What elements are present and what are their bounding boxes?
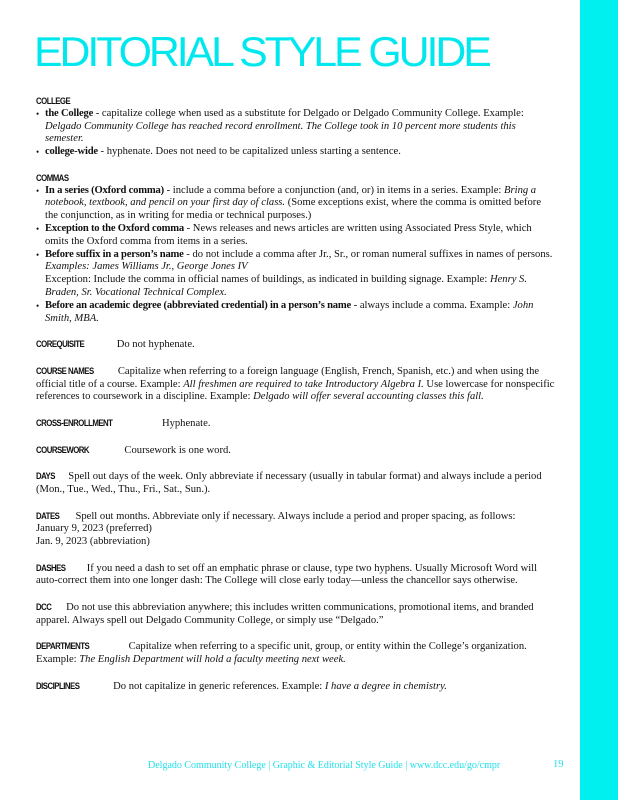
- body-text: (Some exceptions exist, where the comma is omitted before the conjunction, as in writing for media or technical purposes.): [45, 197, 542, 222]
- item-paragraph: [45, 185, 556, 223]
- example-text: Delgado Community College has reached record enrollment. The College took in 10 percent more students this semester.: [45, 120, 516, 145]
- body-text: Capitalize when referring to a specific unit, group, or entity within the College’s organization. Example:: [36, 641, 527, 666]
- example-text: Bring a notebook, textbook, and pencil on your first day of class.: [45, 184, 537, 209]
- section-disciplines: [36, 680, 556, 694]
- section-coursework: [36, 444, 556, 458]
- section-heading: COREQUISITE: [36, 339, 85, 350]
- entry-keyword: college-wide: [45, 146, 98, 158]
- section-days: [36, 470, 556, 497]
- section-heading: COMMAS: [36, 172, 69, 183]
- section-heading: DEPARTMENTS: [36, 641, 90, 652]
- entry-keyword: Exception to the Oxford comma: [45, 222, 184, 234]
- section-heading: DCC: [36, 602, 52, 613]
- body-text: - capitalize college when used as a substitute for Delgado or Delgado Community College. Example:: [93, 107, 524, 119]
- section-heading: DATES: [36, 510, 60, 521]
- body-text: Use lowercase for nonspecific references to coursework in a discipline. Example:: [36, 378, 555, 403]
- section-corequisite: [36, 338, 556, 352]
- body-text: January 9, 2023 (preferred): [36, 523, 152, 535]
- example-text: Examples: James Williams Jr., George Jones IV: [45, 261, 248, 273]
- section-paragraph: [36, 365, 556, 404]
- section-heading: CROSS-ENROLLMENT: [36, 417, 113, 428]
- list-item: [36, 185, 556, 223]
- body-text: If you need a dash to set off an emphatic phrase or clause, type two hyphens. Usually Microsoft Word will auto-correct them into one longer dash: The College will close early today—unless the chancellor says otherwise.: [36, 562, 538, 587]
- page-number: 19: [553, 759, 564, 770]
- section-paragraph: [36, 536, 556, 549]
- item-paragraph: [45, 300, 556, 326]
- list-item: [36, 146, 556, 159]
- body-text: Capitalize when referring to a foreign language (English, French, Spanish, etc.) and when using the official title of a course. Example:: [36, 365, 540, 390]
- section-heading: DISCIPLINES: [36, 680, 80, 691]
- entry-keyword: Before suffix in a person’s name: [45, 248, 184, 260]
- item-paragraph: [45, 146, 556, 159]
- list-item: [36, 249, 556, 300]
- section-heading: DAYS: [36, 471, 55, 482]
- body-text: Jan. 9, 2023 (abbreviation): [36, 536, 150, 548]
- body-text: Coursework is one word.: [124, 444, 231, 456]
- footer-text: Delgado Community College | Graphic & Editorial Style Guide | www.dcc.edu/go/cmpr: [148, 760, 501, 771]
- section-paragraph: [36, 601, 556, 628]
- body-text: Spell out days of the week. Only abbreviate if necessary (usually in tabular format) and always include a period (Mon., Tue., Wed., Thu., Fri., Sat., Sun.).: [36, 471, 542, 495]
- section-heading: DASHES: [36, 562, 66, 573]
- style-guide-content: [36, 95, 556, 706]
- section-commas: [36, 172, 556, 326]
- section-paragraph: [36, 510, 556, 524]
- item-paragraph: [45, 249, 556, 275]
- list-item: [36, 300, 556, 326]
- section-heading: COURSE NAMES: [36, 365, 94, 376]
- section-cross-enrollment: [36, 417, 556, 431]
- entry-keyword: the College: [45, 107, 94, 119]
- example-text: The English Department will hold a faculty meeting next week.: [79, 654, 346, 666]
- section-dates: [36, 510, 556, 549]
- section-heading: COURSEWORK: [36, 444, 90, 455]
- item-paragraph: [45, 223, 556, 249]
- list-item: [36, 223, 556, 249]
- body-text: Hyphenate.: [161, 417, 211, 429]
- body-text: Spell out months. Abbreviate only if necessary. Always include a period and proper spacing, as follows:: [75, 510, 516, 522]
- accent-sidebar: [580, 0, 618, 800]
- body-text: - hyphenate. Does not need to be capitalized unless starting a sentence.: [97, 146, 401, 158]
- section-paragraph: [36, 417, 556, 431]
- example-text: Henry S. Braden, Sr. Vocational Technical Complex.: [45, 274, 528, 298]
- section-dashes: [36, 562, 556, 589]
- entry-keyword: In a series (Oxford comma): [45, 184, 164, 196]
- entry-keyword: Before an academic degree (abbreviated credential) in a person’s name: [45, 299, 352, 311]
- example-text: John Smith, MBA.: [45, 299, 534, 324]
- body-text: Exception: Include the comma in official names of buildings, as indicated in building signage. Example:: [45, 274, 490, 286]
- section-dcc: [36, 601, 556, 628]
- body-text: Do not hyphenate.: [116, 339, 195, 351]
- section-paragraph: [36, 640, 556, 667]
- body-text: - do not include a comma after Jr., Sr., or roman numeral suffixes in names of persons.: [183, 248, 553, 260]
- entry-list: [36, 108, 556, 159]
- body-text: Do not capitalize in generic references. Example:: [113, 680, 325, 692]
- section-departments: [36, 640, 556, 667]
- example-text: Delgado will offer several accounting classes this fall.: [253, 391, 484, 403]
- section-paragraph: [36, 444, 556, 458]
- section-paragraph: [36, 680, 556, 694]
- body-text: - News releases and news articles are written using Associated Press Style, which omits the Oxford comma from items in a series.: [45, 222, 532, 247]
- example-text: All freshmen are required to take Introductory Algebra I.: [183, 378, 424, 390]
- section-course-names: [36, 365, 556, 404]
- list-item: [36, 108, 556, 146]
- body-text: - always include a comma. Example:: [351, 299, 513, 311]
- body-text: Do not use this abbreviation anywhere; this includes written communications, promotional items, and branded apparel. Always spell out Delgado Community College, or simply use “Delgado.”: [36, 602, 534, 626]
- item-paragraph: [45, 108, 556, 146]
- section-paragraph: [36, 523, 556, 536]
- section-heading: COLLEGE: [36, 96, 71, 106]
- example-text: I have a degree in chemistry.: [324, 680, 447, 692]
- section-paragraph: [36, 338, 556, 352]
- entry-list: [36, 185, 556, 326]
- body-text: - include a comma before a conjunction (and, or) in items in a series. Example:: [163, 184, 505, 196]
- section-paragraph: [36, 470, 556, 497]
- section-paragraph: [36, 562, 556, 589]
- item-paragraph: [45, 274, 556, 300]
- section-college: [36, 95, 556, 159]
- page-title: EDITORIAL STYLE GUIDE: [34, 28, 489, 75]
